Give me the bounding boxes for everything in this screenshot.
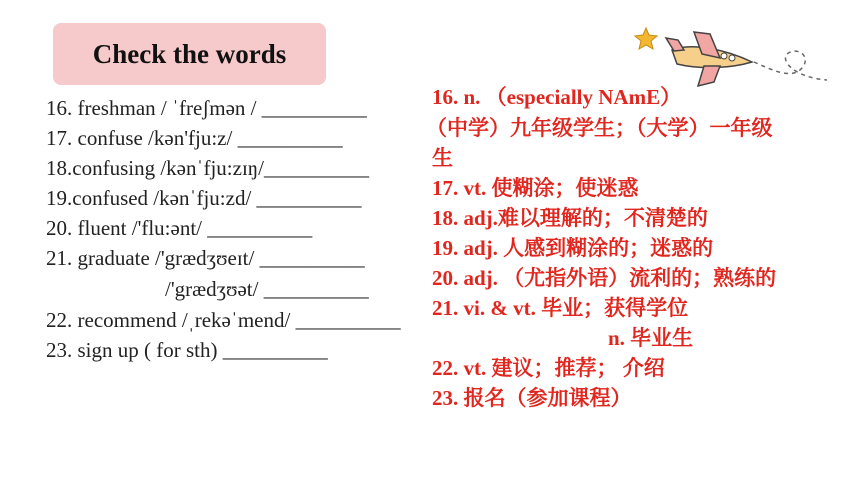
word-line-19: 19.confused /kənˈfju:zd/ __________	[46, 186, 362, 210]
answer-line-21: 21. vi. & vt. 毕业；获得学位	[432, 296, 689, 320]
word-line-22: 22. recommend /ˌrekəˈmend/ __________	[46, 308, 401, 332]
word-line-17: 17. confuse /kən'fju:z/ __________	[46, 126, 343, 150]
title-box	[53, 23, 326, 85]
answer-line-16b: （中学）九年级学生；（大学）一年级	[426, 116, 773, 140]
answer-line-17: 17. vt. 使糊涂；使迷惑	[432, 176, 639, 200]
word-line-18: 18.confusing /kənˈfju:zɪŋ/__________	[46, 156, 370, 180]
word-line-23: 23. sign up ( for sth) __________	[46, 338, 328, 362]
answer-line-22: 22. vt. 建议；推荐； 介绍	[432, 356, 665, 380]
star-icon	[635, 28, 657, 49]
word-line-16: 16. freshman / ˈfreʃmən / __________	[46, 96, 367, 120]
word-line-21b: /'grædʒʊət/ __________	[165, 277, 369, 301]
answer-line-16c: 生	[432, 146, 453, 170]
word-line-21: 21. graduate /'grædʒʊeɪt/ __________	[46, 246, 365, 270]
answer-line-23: 23. 报名（参加课程）	[432, 386, 632, 410]
answer-line-16: 16. n. （especially NAmE）	[432, 85, 682, 109]
answer-line-18: 18. adj.难以理解的；不清楚的	[432, 206, 708, 230]
page-title: Check the words	[92, 38, 287, 69]
answer-line-20: 20. adj. （尤指外语）流利的；熟练的	[432, 266, 777, 290]
airplane-icon	[666, 32, 752, 86]
answer-line-19: 19. adj. 人感到糊涂的；迷惑的	[432, 236, 714, 260]
word-line-20: 20. fluent /'flu:ənt/ __________	[46, 216, 313, 240]
answer-line-21b: n. 毕业生	[608, 326, 694, 350]
